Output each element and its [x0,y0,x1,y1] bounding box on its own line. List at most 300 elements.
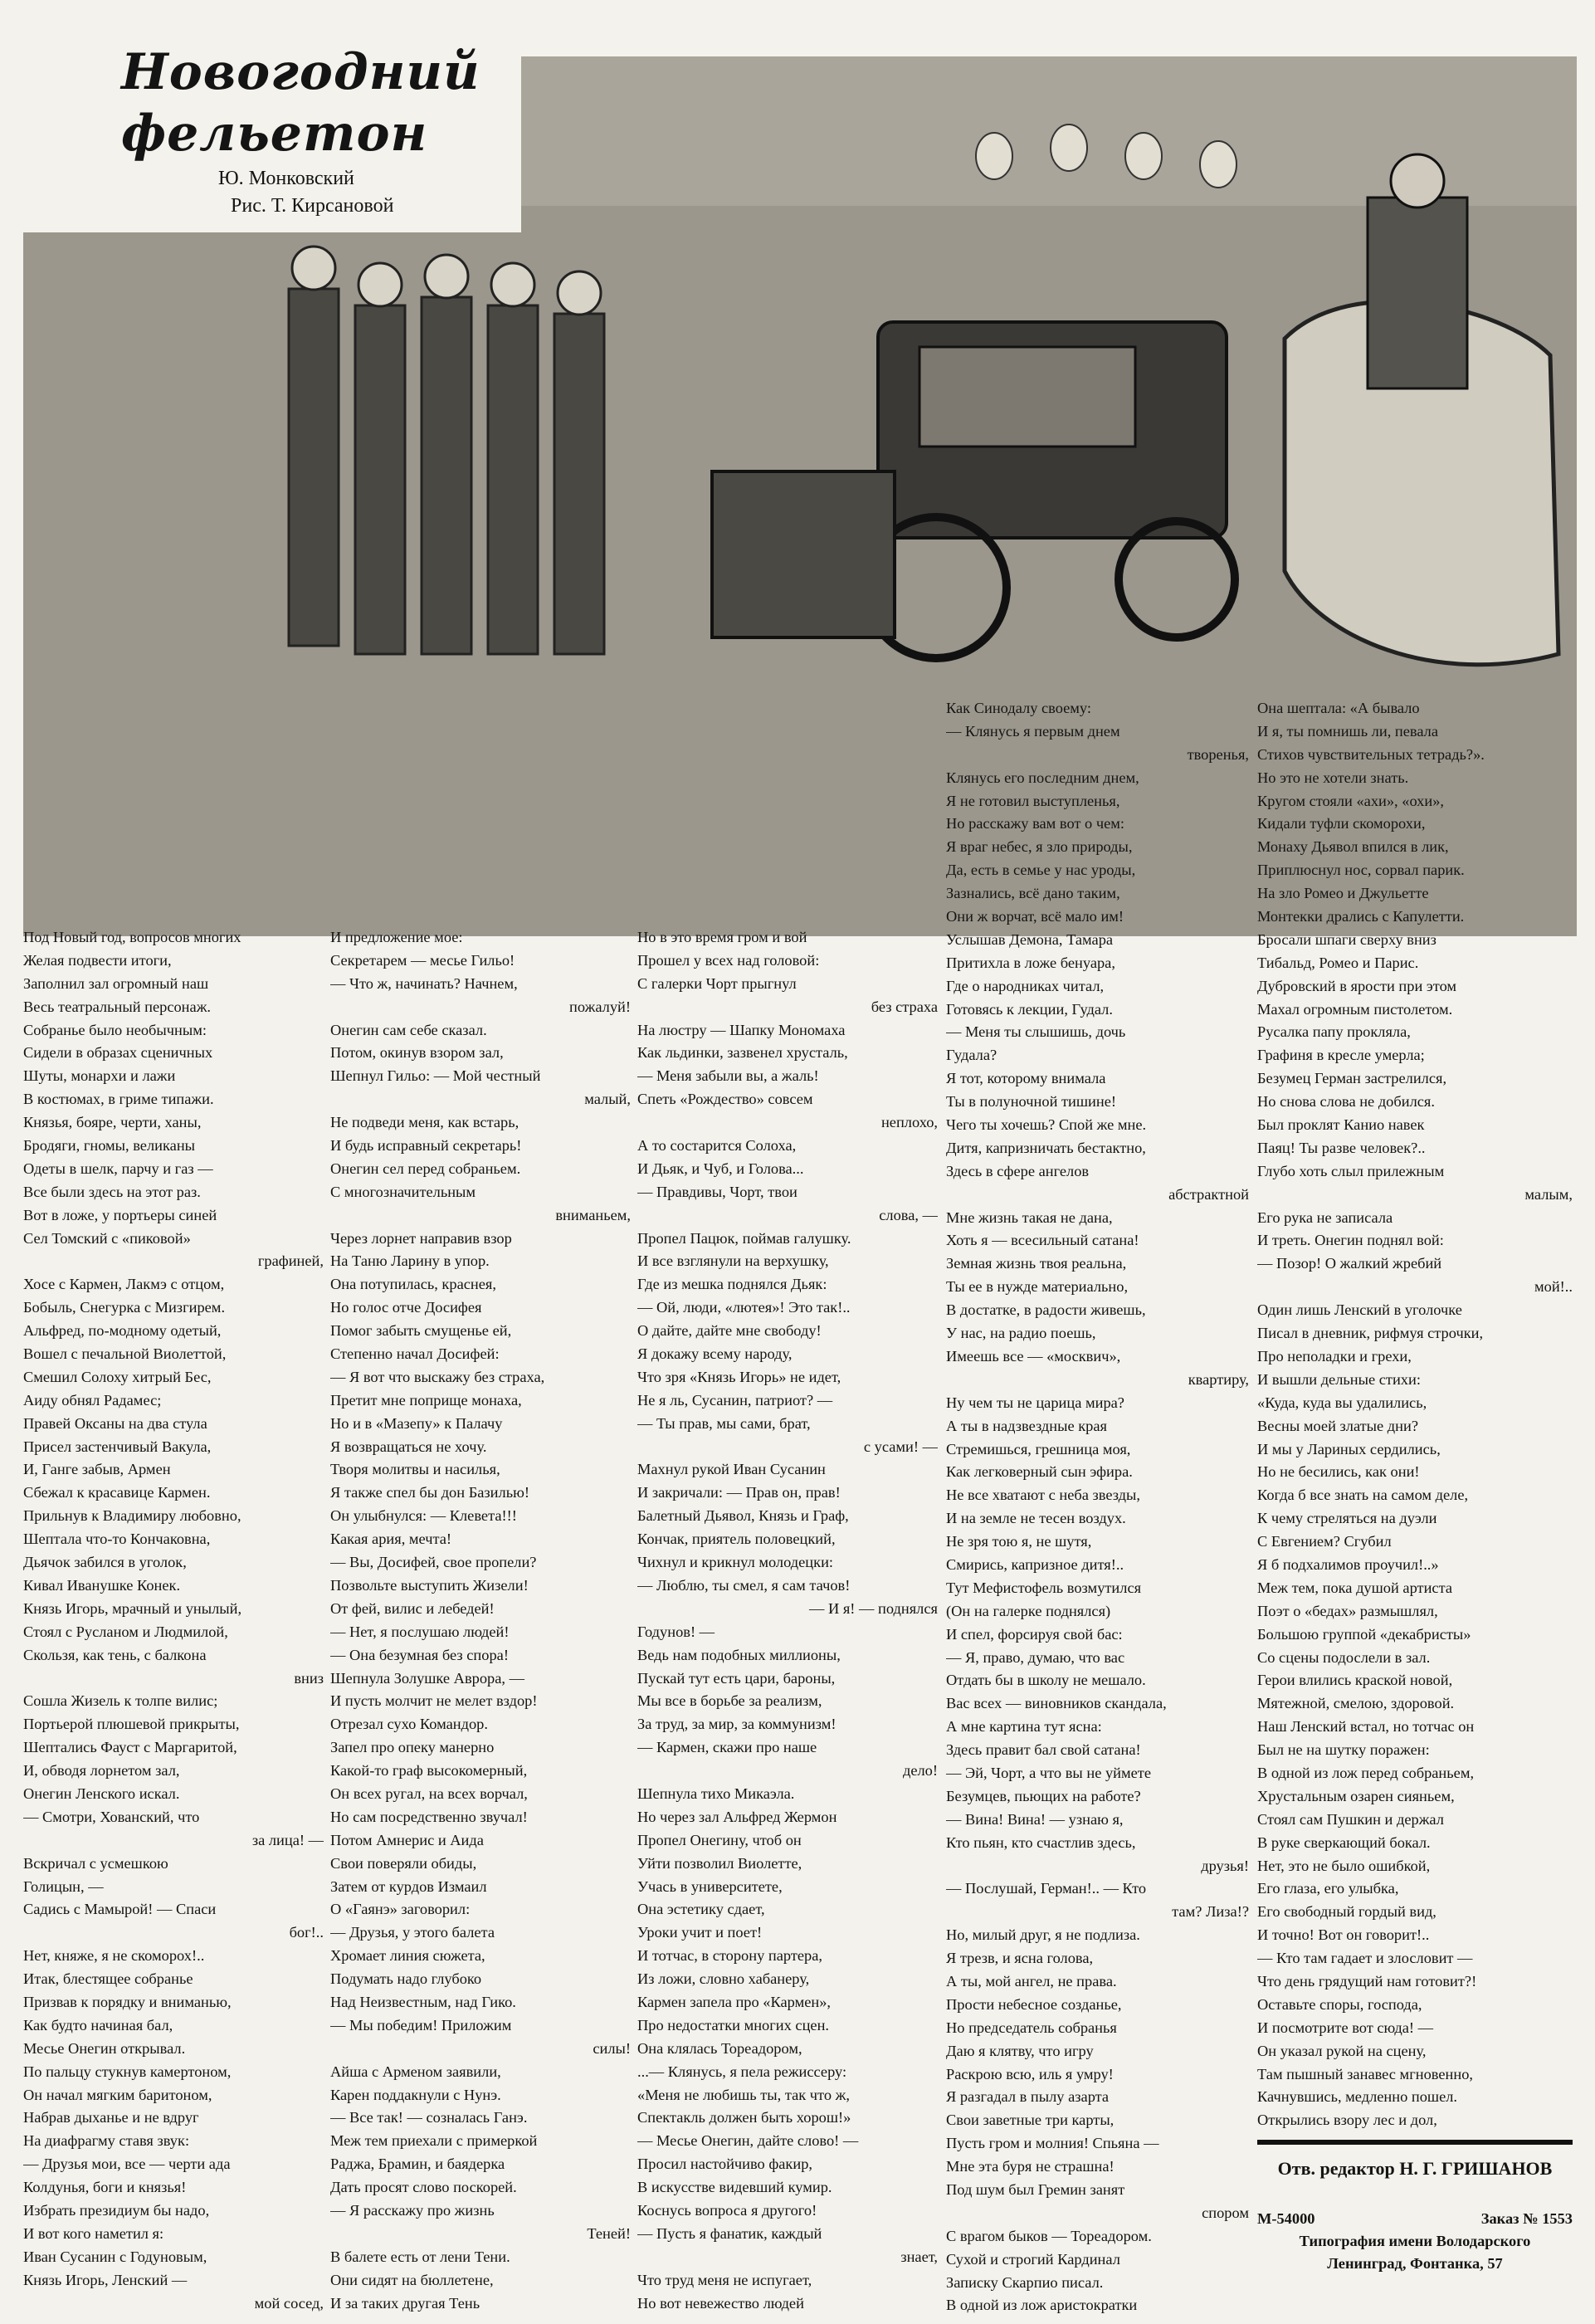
verse-line: Смирись, капризное дитя!.. [946,1555,1124,1573]
verse-line: неплохо, [880,1114,938,1131]
verse-line: На люстру — Шапку Мономаха [637,1021,846,1038]
verse-line: Князья, бояре, черти, ханы, [23,1114,202,1131]
verse-line: Но это не хотели знать. [1257,769,1409,786]
verse-line: Ты ее в нужде материально, [946,1278,1129,1296]
verse-line: Безумец Герман застрелился, [1257,1070,1447,1087]
verse-line: — Люблю, ты смел, я сам тачов! [637,1576,851,1594]
verse-line: И Дьяк, и Чуб, и Голова... [637,1160,804,1177]
verse-line: вниз [294,1669,324,1687]
verse-line: Итак, блестящее собранье [23,1970,193,1988]
verse-line: И закричали: — Прав он, прав! [637,1484,841,1501]
verse-line: Но вот невежество людей [637,2294,804,2312]
verse-line: Балетный Дьявол, Князь и Граф, [637,1507,849,1525]
verse-line: там? Лиза!? [1172,1903,1249,1921]
verse-line: И за таких другая Тень [330,2294,480,2312]
verse-line: Хромает линия сюжета, [330,1947,485,1965]
verse-line: малый, [584,1091,631,1108]
headline: Новогодний фельетон [121,43,480,163]
verse-line: Даю я клятву, что игру [946,2042,1094,2059]
verse-line: Глубо хоть слыл прилежным [1257,1162,1445,1179]
verse-line: Садись с Мамырой! — Спаси [23,1901,217,1918]
verse-line: — Ой, люди, «лютея»! Это так!.. [637,1299,851,1316]
verse-line: Под Новый год, вопросов многих [23,929,241,945]
verse-line: Что зря «Князь Игорь» не идет, [637,1368,841,1385]
verse-line: Пропел Пацюк, поймав галушку. [637,1229,851,1247]
verse-line: Свои заветные три карты, [946,2112,1115,2129]
verse-line: Кто пьян, кто счастлив здесь, [946,1833,1136,1851]
verse-line: Не подведи меня, как встарь, [330,1114,519,1131]
verse-line: Отдать бы в школу не мешало. [946,1672,1146,1689]
verse-line: Я докажу всему народу, [637,1345,793,1363]
verse-line: Уйти позволил Виолетте, [637,1854,802,1872]
verse-line: — Я расскажу про жизнь [330,2201,495,2219]
verse-line: Отрезал сухо Командор. [330,1716,488,1733]
verse-line: Стремишься, грешница моя, [946,1440,1131,1457]
verse-line: Готовясь к лекции, Гудал. [946,1000,1113,1018]
verse-line: Мы все в борьбе за реализм, [637,1692,822,1710]
order-number: Заказ № 1553 [1480,2210,1573,2227]
verse-line: Бросали шпаги сверху вниз [1257,930,1436,948]
verse-line: Кругом стояли «ахи», «охи», [1257,792,1445,809]
verse-line: — Смотри, Хованский, что [23,1808,200,1825]
text-column-3 [637,926,938,2312]
verse-line: К чему стреляться на дуэли [1257,1510,1437,1527]
verse-line: Сухой и строгий Кардинал [946,2250,1120,2268]
verse-line: Онегин сам себе сказал. [330,1021,487,1038]
verse-line: Под шум был Гремин занят [946,2181,1125,2198]
verse-line: Собранье было необычным: [23,1021,207,1038]
verse-line: — Пусть я фанатик, каждый [637,2224,822,2242]
text-column-2 [330,926,631,2312]
text-column-5 [1257,697,1573,2133]
verse-line: Вошел с печальной Виолеттой, [23,1345,227,1363]
verse-line: — Друзья мои, все — черти ада [23,2156,231,2173]
verse-line: Но голос отче Досифея [330,1299,482,1316]
verse-line: — Позор! О жалкий жребий [1257,1255,1442,1272]
verse-line: Большою группой «декабристы» [1257,1625,1471,1643]
verse-line: А то состарится Солоха, [637,1137,797,1155]
verse-line: На Таню Ларину в упор. [330,1252,490,1270]
verse-line: Скользя, как тень, с балкона [23,1646,207,1663]
verse-line: — Ты прав, мы сами, брат, [637,1414,811,1432]
verse-line: Но расскажу вам вот о чем: [946,815,1125,832]
verse-line: И все взглянули на верхушку, [637,1252,829,1270]
verse-line: Весь театральный персонаж. [23,998,211,1015]
verse-line: Альфред, по-модному одетый, [23,1322,222,1340]
verse-line: Сидели в образах сценичных [23,1044,213,1062]
verse-line: Дитя, капризничать бестактно, [946,1139,1146,1156]
verse-line: Про неполадки и грехи, [1257,1347,1412,1365]
verse-line: Но через зал Альфред Жермон [637,1808,837,1825]
verse-line: По пальцу стукнув камертоном, [23,2063,232,2080]
verse-line: Клянусь его последним днем, [946,769,1139,786]
verse-line: И предложение мое: [330,929,463,945]
verse-line: — Друзья, у этого балета [330,1924,495,1941]
verse-line: И я, ты помнишь ли, певала [1257,722,1439,740]
verse-line: Правей Оксаны на два стула [23,1414,207,1432]
verse-line: Мне эта буря не страшна! [946,2158,1115,2175]
verse-line: Но в это время гром и вой [637,929,807,945]
verse-line: Айша с Арменом заявили, [330,2063,501,2080]
verse-line: Он всех ругал, на всех ворчал, [330,1784,528,1802]
verse-line: Потом Амнерис и Аида [330,1831,484,1848]
verse-line: Кидали туфли скоморохи, [1257,815,1426,832]
verse-line: Прости небесное созданье, [946,1995,1122,2013]
verse-line [1257,2132,1573,2133]
verse-line: Вот в ложе, у портьеры синей [23,1206,217,1223]
verse-line: Аиду обнял Радамес; [23,1391,162,1409]
verse-line: Учась в университете, [637,1877,783,1895]
verse-line: И точно! Вот он говорит!.. [1257,1926,1430,1944]
verse-line: Затем от курдов Измаил [330,1877,487,1895]
verse-line: Через лорнет направив взор [330,1229,512,1247]
verse-line: — Клянусь я первым днем [946,722,1120,740]
verse-line: Спеть «Рождество» совсем [637,1091,813,1108]
verse-line: В достатке, в радости живешь, [946,1301,1146,1319]
verse-line: Но и в «Мазепу» к Палачу [330,1414,503,1432]
verse-line: Дьячок забился в уголок, [23,1554,187,1571]
verse-line: Позвольте выступить Жизели! [330,1576,529,1594]
verse-line: В балете есть от лени Тени. [330,2248,510,2265]
verse-line: Теней! [587,2224,631,2242]
author-name: Ю. Монковский [218,168,354,189]
verse-line: Прильнув к Владимиру любовно, [23,1507,241,1525]
verse-line: Шепнул Гильо: — Мой честный [330,1067,541,1085]
verse-line: Дать просят слово поскорей. [330,2179,517,2196]
verse-line: И, Ганге забыв, Армен [23,1461,171,1478]
verse-line: Я возвращаться не хочу. [330,1438,487,1455]
verse-line: И, обводя лорнетом зал, [23,1762,180,1780]
publication-code: М-54000 [1257,2210,1315,2227]
text-column-4 [946,697,1249,2316]
verse-line: И вот кого наметил я: [23,2224,164,2242]
verse-line: Они ж ворчат, всё мало им! [946,908,1124,925]
verse-line: Земная жизнь твоя реальна, [946,1255,1127,1272]
verse-line: Князь Игорь, мрачный и унылый, [23,1599,242,1617]
verse-line: Онегин сел перед собраньем. [330,1160,521,1177]
verse-line: Секретарем — месье Гильо! [330,951,515,969]
verse-line: Все были здесь на этот раз. [23,1183,201,1200]
verse-line: Стоял сам Пушкин и держал [1257,1810,1444,1828]
printer-name: Типография имени Володарского [1299,2233,1531,2249]
verse-line: Писал в дневник, рифмуя строчки, [1257,1325,1484,1342]
verse-line: «Меня не любишь ты, так что ж, [637,2086,850,2103]
verse-line: — И я! — поднялся [808,1599,938,1617]
verse-line: Подумать надо глубоко [330,1970,482,1988]
verse-line: Я трезв, и ясна голова, [946,1950,1094,1967]
verse-line: — Правдивы, Чорт, твои [637,1183,798,1200]
verse-line: Весны моей златые дни? [1257,1417,1418,1434]
verse-line: Избрать президиум бы надо, [23,2201,210,2219]
verse-line: Бобыль, Снегурка с Мизгирем. [23,1299,226,1316]
verse-line: На зло Ромео и Джульетте [1257,885,1429,902]
verse-line: Безумцев, пьющих на работе? [946,1787,1141,1804]
verse-line: Я также спел бы дон Базилью! [330,1484,529,1501]
verse-line: дело! [902,1762,938,1780]
verse-line: друзья! [1201,1857,1249,1874]
verse-line: Бродяги, гномы, великаны [23,1137,196,1155]
verse-line: Что день грядущий нам готовит?! [1257,1972,1477,1990]
verse-line: — Что ж, начинать? Начнем, [330,974,518,992]
verse-line: И мы у Лариных сердились, [1257,1440,1441,1457]
verse-line: Они сидят на бюллетене, [330,2271,494,2288]
verse-line: О «Гаянэ» заговорил: [330,1901,471,1918]
verse-line: Русалка папу прокляла, [1257,1023,1411,1041]
verse-line: Но председатель собранья [946,2019,1117,2036]
verse-line: — Я вот что выскажу без страха, [330,1368,545,1385]
verse-line: Но, милый друг, я не подлиза. [946,1926,1140,1944]
verse-line: Портьерой плюшевой прикрыты, [23,1716,240,1733]
verse-line: А мне картина тут ясна: [946,1718,1102,1736]
verse-line: Сел Томский с «пиковой» [23,1229,191,1247]
verse-line: С врагом быков — Тореадором. [946,2227,1152,2244]
verse-line: Призвав к порядку и вниманью, [23,1993,232,2010]
verse-line: Она эстетику сдает, [637,1901,765,1918]
verse-line: Его свободный гордый вид, [1257,1903,1436,1921]
verse-line: Шептались Фауст с Маргаритой, [23,1739,237,1756]
verse-line: Пускай тут есть цари, бароны, [637,1669,836,1687]
verse-line: Шепнула тихо Микаэла. [637,1784,795,1802]
verse-line: О дайте, дайте мне свободу! [637,1322,822,1340]
verse-line: И тотчас, в сторону партера, [637,1947,823,1965]
verse-line: — Кто там гадает и злословит — [1257,1950,1473,1967]
verse-line: Оставьте споры, господа, [1257,1995,1422,2013]
verse-line: И вышли дельные стихи: [1257,1370,1421,1388]
verse-line: Шуты, монархи и лажи [23,1067,176,1085]
verse-line: Графиня в кресле умерла; [1257,1047,1425,1064]
verse-line: вниманьем, [555,1206,631,1223]
verse-line: Иван Сусанин с Годуновым, [23,2248,207,2265]
verse-line: Один лишь Ленский в уголочке [1257,1301,1462,1319]
text-column-1 [23,926,324,2312]
verse-line: Мне жизнь такая не дана, [946,1208,1113,1226]
verse-line: А ты в надзвездные края [946,1417,1107,1434]
verse-line: И на земле не тесен воздух. [946,1510,1126,1527]
verse-line: Не все хватают с неба звезды, [946,1487,1140,1504]
verse-line: Монаху Дьявол впился в лик, [1257,838,1449,856]
verse-line: В искусстве видевший кумир. [637,2179,832,2196]
verse-line: ...— Клянусь, я пела режиссеру: [637,2063,847,2080]
verse-line: Князь Игорь, Ленский — [23,2271,188,2288]
verse-line: Приплюснул нос, сорвал парик. [1257,862,1465,879]
verse-line: В костюмах, в гриме типажи. [23,1091,214,1108]
verse-line: Махал огромным пистолетом. [1257,1000,1453,1018]
verse-line: Когда б все знать на самом деле, [1257,1487,1469,1504]
verse-line: Да, есть в семье у нас уроды, [946,862,1136,879]
verse-line: С Евгением? Сгубил [1257,1533,1392,1550]
verse-line: — Вы, Досифей, свое пропели? [330,1554,537,1571]
verse-line: — Мы победим! Приложим [330,2016,512,2034]
verse-line: И посмотрите вот сюда! — [1257,2019,1433,2036]
verse-line: квартиру, [1188,1370,1249,1388]
verse-line: Был не на шутку поражен: [1257,1741,1430,1759]
verse-line: — Месье Онегин, дайте слово! — [637,2132,859,2150]
verse-line: И треть. Онегин поднял вой: [1257,1232,1444,1249]
verse-line: Как льдинки, зазвенел хрусталь, [637,1044,848,1062]
verse-line: Желая подвести итоги, [23,951,172,969]
verse-line: Чихнул и крикнул молодецки: [637,1554,834,1571]
verse-line: без страха [871,998,938,1015]
verse-line: Он начал мягким баритоном, [23,2086,212,2103]
verse-line: В одной из лож аристократки [946,2297,1138,2314]
verse-line: Творя молитвы и насилья, [330,1461,500,1478]
verse-line: — Меня ты слышишь, дочь [946,1023,1126,1041]
verse-line: Со сцены подослели в зал. [1257,1648,1431,1666]
verse-line: абстрактной [1168,1185,1249,1203]
verse-line: Я разгадал в пылу азарта [946,2088,1110,2106]
verse-line: Кончак, приятель половецкий, [637,1531,836,1548]
verse-line: Ведь нам подобных миллионы, [637,1646,841,1663]
verse-line: Гудала? [946,1047,997,1064]
verse-line: — Вина! Вина! — узнаю я, [946,1810,1124,1828]
verse-line: Записку Скарпио писал. [946,2273,1104,2291]
verse-line: Кармен запела про «Кармен», [637,1993,832,2010]
verse-line: Вскричал с усмешкою [23,1854,168,1872]
imprint-block [1257,2208,1573,2275]
verse-line: творенья, [1187,745,1249,763]
verse-line: Пропел Онегину, чтоб он [637,1831,802,1848]
verse-line: мой!.. [1534,1278,1573,1296]
verse-line: Одеты в шелк, парчу и газ — [23,1160,213,1177]
verse-line: Она клялась Тореадором, [637,2039,802,2057]
verse-line: Про недостатки многих сцен. [637,2016,830,2034]
verse-line: От фей, вилис и лебедей! [330,1599,495,1617]
verse-line: Его глаза, его улыбка, [1257,1880,1399,1897]
verse-line: — Кармен, скажи про наше [637,1739,817,1756]
verse-line: В руке сверкающий бокал. [1257,1833,1431,1851]
verse-line: Наш Ленский встал, но тотчас он [1257,1718,1475,1736]
verse-line: с усами! — [863,1438,938,1455]
verse-line: На диафрагму ставя звук: [23,2132,190,2150]
verse-line: Герои влились краской новой, [1257,1672,1453,1689]
verse-line: Вас всех — виновников скандала, [946,1695,1167,1712]
verse-line: С галерки Чорт прыгнул [637,974,797,992]
verse-line: Нет, княже, я не скоморох!.. [23,1947,205,1965]
verse-line: И пусть молчит не мелет вздор! [330,1692,538,1710]
verse-line: Был проклят Канио навек [1257,1116,1425,1134]
verse-line: Услышав Демона, Тамара [946,930,1114,948]
verse-line: Присел застенчивый Вакула, [23,1438,212,1455]
verse-line: Месье Онегин открывал. [23,2039,186,2057]
verse-line: Меж тем приехали с примеркой [330,2132,538,2150]
verse-line: И будь исправный секретарь! [330,1137,522,1155]
verse-line: Хоть я — всесильный сатана! [946,1232,1139,1249]
verse-line: Он улыбнулся: — Клевета!!! [330,1507,517,1525]
verse-line: Я не готовил выступленья, [946,792,1120,809]
verse-line: пожалуй! [569,998,631,1015]
verse-line: Спектакль должен быть хорош!» [637,2109,851,2126]
verse-line: Карен поддакнули с Нунэ. [330,2086,501,2103]
verse-line: Он указал рукой на сцену, [1257,2042,1427,2059]
verse-line: Монтекки дрались с Капулетти. [1257,908,1465,925]
verse-line: Степенно начал Досифей: [330,1345,500,1363]
verse-line: Как Синодалу своему: [946,700,1091,716]
verse-line: Зазнались, всё дано таким, [946,885,1120,902]
verse-line: Открылись взору лес и дол, [1257,2112,1437,2129]
verse-line: Набрав дыханье и не вдруг [23,2109,199,2126]
verse-line: Сбежал к красавице Кармен. [23,1484,211,1501]
verse-line: бог!.. [289,1924,324,1941]
verse-line: Здесь в сфере ангелов [946,1162,1090,1179]
verse-line: Как легковерный сын эфира. [946,1463,1133,1481]
verse-line: Голицын, — [23,1877,104,1895]
verse-line: Качнувшись, медленно пошел. [1257,2088,1458,2106]
verse-line: Стоял с Русланом и Людмилой, [23,1623,228,1640]
verse-line: Тибальд, Ромео и Парис. [1257,954,1419,971]
verse-line: У нас, на радио поешь, [946,1325,1096,1342]
verse-line: Уроки учит и поет! [637,1924,763,1941]
verse-line: Где из мешка поднялся Дьяк: [637,1276,827,1293]
verse-line: слова, — [879,1206,938,1223]
verse-line: Колдунья, боги и князья! [23,2179,187,2196]
verse-line: малым, [1524,1185,1573,1203]
verse-line: — Эй, Чорт, а что вы не уймете [946,1764,1151,1781]
verse-line: Не я ль, Сусанин, патриот? — [637,1391,833,1409]
verse-line: Заполнил зал огромный наш [23,974,209,992]
verse-line: спором [1202,2204,1249,2221]
verse-line: Прошел у всех над головой: [637,951,820,969]
verse-line: Из ложи, словно хабанеру, [637,1970,810,1988]
verse-line: Ну чем ты не царица мира? [946,1394,1124,1411]
verse-line: Сошла Жизель к толпе вилис; [23,1692,218,1710]
verse-line: (Он на галерке поднялся) [946,1602,1111,1619]
verse-line: Имеешь все — «москвич», [946,1347,1121,1365]
verse-line: Хосе с Кармен, Лакмэ с отцом, [23,1276,225,1293]
verse-line: Пусть гром и молния! Спьяна — [946,2135,1159,2152]
verse-line: Она потупилась, краснея, [330,1276,496,1293]
verse-line: Где о народниках читал, [946,977,1105,994]
verse-line: — Я, право, думаю, что вас [946,1648,1125,1666]
verse-line: Мятежной, смелою, здоровой. [1257,1695,1455,1712]
verse-line: Помог забыть смущенье ей, [330,1322,512,1340]
verse-line: Меж тем, пока душой артиста [1257,1579,1452,1596]
verse-line: Просил настойчиво факир, [637,2156,812,2173]
verse-line: Раджа, Брамин, и баядерка [330,2156,505,2173]
verse-line: Потом, окинув взором зал, [330,1044,504,1062]
verse-line: — Послушай, Герман!.. — Кто [946,1880,1147,1897]
verse-line: Притихла в ложе бенуара, [946,954,1115,971]
verse-line: — Меня забыли вы, а жаль! [637,1067,819,1085]
verse-line: Шептала что-то Кончаковна, [23,1531,211,1548]
verse-line: Не зря тою я, не шутя, [946,1533,1092,1550]
verse-line: знает, [900,2248,938,2265]
verse-line: Я б подхалимов проучил!..» [1257,1555,1439,1573]
verse-line: Махнул рукой Иван Сусанин [637,1461,826,1478]
verse-line: силы! [593,2039,631,2057]
verse-line: — Она безумная без спора! [330,1646,509,1663]
verse-line: Поэт о «бедах» размышлял, [1257,1602,1438,1619]
verse-line: Смешил Солоху хитрый Бес, [23,1368,212,1385]
verse-line: Но снова слова не добился. [1257,1093,1435,1111]
editor-credit: Отв. редактор Н. Г. ГРИШАНОВ [1277,2158,1553,2179]
verse-line: А ты, мой ангел, не права. [946,1972,1117,1990]
verse-line: Претит мне поприще монаха, [330,1391,522,1409]
verse-line: за лица! — [251,1831,324,1848]
verse-line: В одной из лож перед собраньем, [1257,1764,1475,1781]
divider-rule [1257,2140,1573,2145]
verse-line: Как будто начиная бал, [23,2016,173,2034]
verse-line: Здесь правит бал свой сатана! [946,1741,1141,1759]
verse-line: «Куда, куда вы удалились, [1257,1394,1427,1411]
verse-line: Годунов! — [637,1623,715,1640]
verse-line: Над Неизвестным, над Гико. [330,1993,516,2010]
verse-line: — Все так! — созналась Ганэ. [330,2109,528,2126]
verse-line: Стихов чувствительных тетрадь?». [1257,745,1485,763]
verse-line: мой сосед, [254,2294,324,2312]
verse-line: Какая ария, мечта! [330,1531,452,1548]
verse-line: Раскрою всю, иль я умру! [946,2065,1114,2082]
verse-line: И спел, форсируя свой бас: [946,1625,1123,1643]
